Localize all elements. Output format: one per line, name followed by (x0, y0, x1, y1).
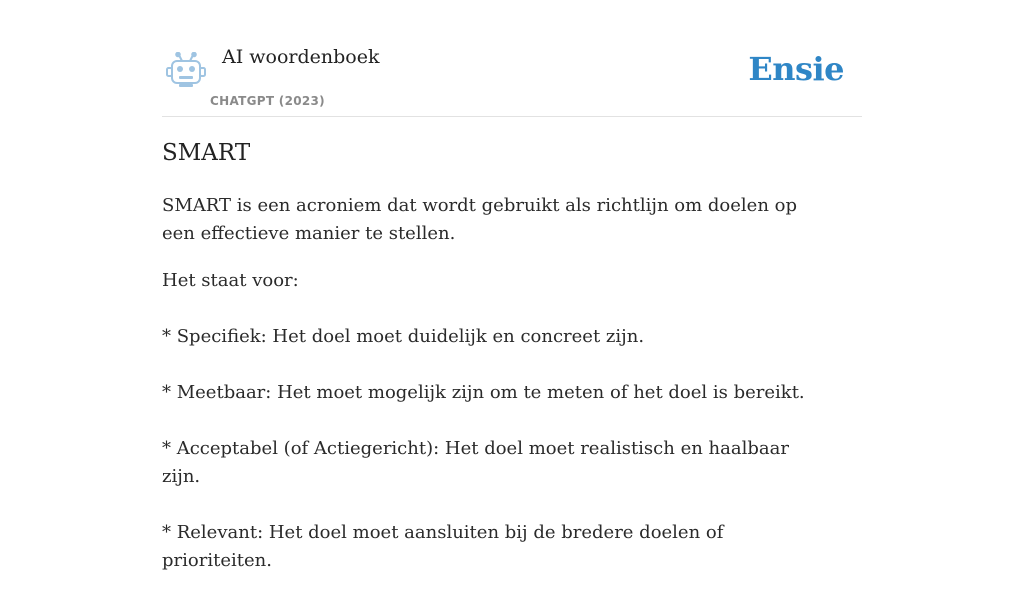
brand-logo[interactable]: Ensie (748, 50, 844, 88)
entry-intro: SMART is een acroniem dat wordt gebruikt als richtlijn om doelen op een effectieve manier te stellen. (162, 195, 798, 244)
source-label: CHATGPT (2023) (210, 94, 325, 108)
entry-content (162, 192, 822, 603)
dictionary-title[interactable]: AI woordenboek (222, 46, 380, 68)
entry-line: * Specifiek: Het doel moet duidelijk en concreet zijn. (162, 326, 645, 347)
entry-header (162, 36, 862, 117)
entry-line: * Meetbaar: Het moet mogelijk zijn om te meten of het doel is bereikt. (162, 382, 805, 403)
entry-line: * Acceptabel (of Actiegericht): Het doel moet realistisch en haalbaar zijn. (162, 438, 789, 487)
entry-line: * Relevant: Het doel moet aansluiten bij de bredere doelen of prioriteiten. (162, 522, 724, 571)
robot-icon (166, 52, 206, 88)
entry-line: Het staat voor: (162, 270, 299, 291)
entry-term: SMART (162, 140, 251, 166)
